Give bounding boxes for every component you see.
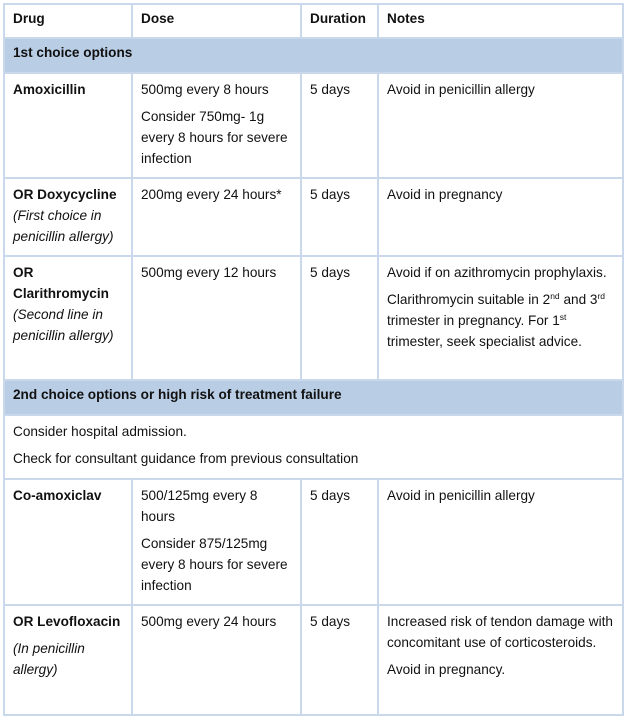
section-title: 2nd choice options or high risk of treatment failure (4, 380, 623, 415)
dose-text: 500mg every 8 hours (141, 82, 269, 97)
drug-indication: (In penicillin allergy) (13, 641, 85, 677)
header-duration: Duration (301, 4, 378, 38)
notes-part: trimester, seek specialist advice. (387, 334, 582, 349)
dose-cell (132, 479, 301, 605)
drug-cell (4, 479, 132, 605)
notes-part: trimester in pregnancy. For 1 (387, 313, 560, 328)
antibiotic-table-container (3, 3, 622, 724)
admission-row (4, 415, 623, 479)
table-row (4, 605, 623, 715)
drug-indication: (Second line in penicillin allergy) (13, 307, 114, 343)
table-row (4, 73, 623, 178)
section-second-choice (4, 380, 623, 415)
notes-text-pregnancy (387, 289, 615, 352)
antibiotic-table (3, 3, 624, 716)
drug-name: Co-amoxiclav (13, 488, 102, 503)
ordinal-suffix: rd (597, 291, 606, 301)
header-drug: Drug (4, 4, 132, 38)
admission-cell (4, 415, 623, 479)
dose-text: 500/125mg every 8 hours (141, 488, 258, 524)
notes-text: Avoid if on azithromycin prophylaxis. (387, 265, 607, 280)
drug-name: OR Levofloxacin (13, 614, 121, 629)
dose-text: Consider 875/125mg every 8 hours for severe infection (141, 536, 288, 593)
notes-part: Clarithromycin suitable in 2 (387, 292, 551, 307)
notes-cell (378, 256, 623, 380)
dose-cell (132, 605, 301, 715)
dose-text: 500mg every 24 hours (141, 614, 277, 629)
drug-cell (4, 256, 132, 380)
notes-text: Avoid in penicillin allergy (387, 488, 535, 503)
notes-cell (378, 73, 623, 178)
dose-text: Consider 750mg- 1g every 8 hours for severe infection (141, 109, 288, 166)
duration-cell: 5 days (301, 256, 378, 380)
ordinal-suffix: st (559, 312, 567, 322)
section-title: 1st choice options (4, 38, 623, 73)
duration-cell: 5 days (301, 178, 378, 256)
notes-part: and 3 (559, 292, 598, 307)
table-row (4, 256, 623, 380)
header-dose: Dose (132, 4, 301, 38)
notes-cell (378, 605, 623, 715)
drug-cell (4, 178, 132, 256)
notes-text: Avoid in pregnancy. (387, 662, 506, 677)
drug-name: OR Clarithromycin (13, 265, 109, 301)
duration-cell: 5 days (301, 73, 378, 178)
table-row (4, 178, 623, 256)
ordinal-suffix: nd (550, 291, 560, 301)
notes-cell (378, 178, 623, 256)
notes-text: Increased risk of tendon damage with concomitant use of corticosteroids. (387, 614, 613, 650)
dose-cell (132, 178, 301, 256)
admission-text: Check for consultant guidance from previous consultation (13, 451, 359, 466)
dose-text: 200mg every 24 hours* (141, 187, 282, 202)
duration-cell: 5 days (301, 479, 378, 605)
drug-cell (4, 605, 132, 715)
notes-text: Avoid in penicillin allergy (387, 82, 535, 97)
drug-indication: (First choice in penicillin allergy) (13, 208, 114, 244)
drug-name: Amoxicillin (13, 82, 86, 97)
duration-cell: 5 days (301, 605, 378, 715)
header-notes: Notes (378, 4, 623, 38)
notes-cell (378, 479, 623, 605)
header-row (4, 4, 623, 38)
notes-text: Avoid in pregnancy (387, 187, 503, 202)
dose-cell (132, 256, 301, 380)
admission-text: Consider hospital admission. (13, 424, 187, 439)
section-first-choice (4, 38, 623, 73)
dose-text: 500mg every 12 hours (141, 265, 277, 280)
drug-name: OR Doxycycline (13, 187, 117, 202)
table-row (4, 479, 623, 605)
drug-cell (4, 73, 132, 178)
dose-cell (132, 73, 301, 178)
